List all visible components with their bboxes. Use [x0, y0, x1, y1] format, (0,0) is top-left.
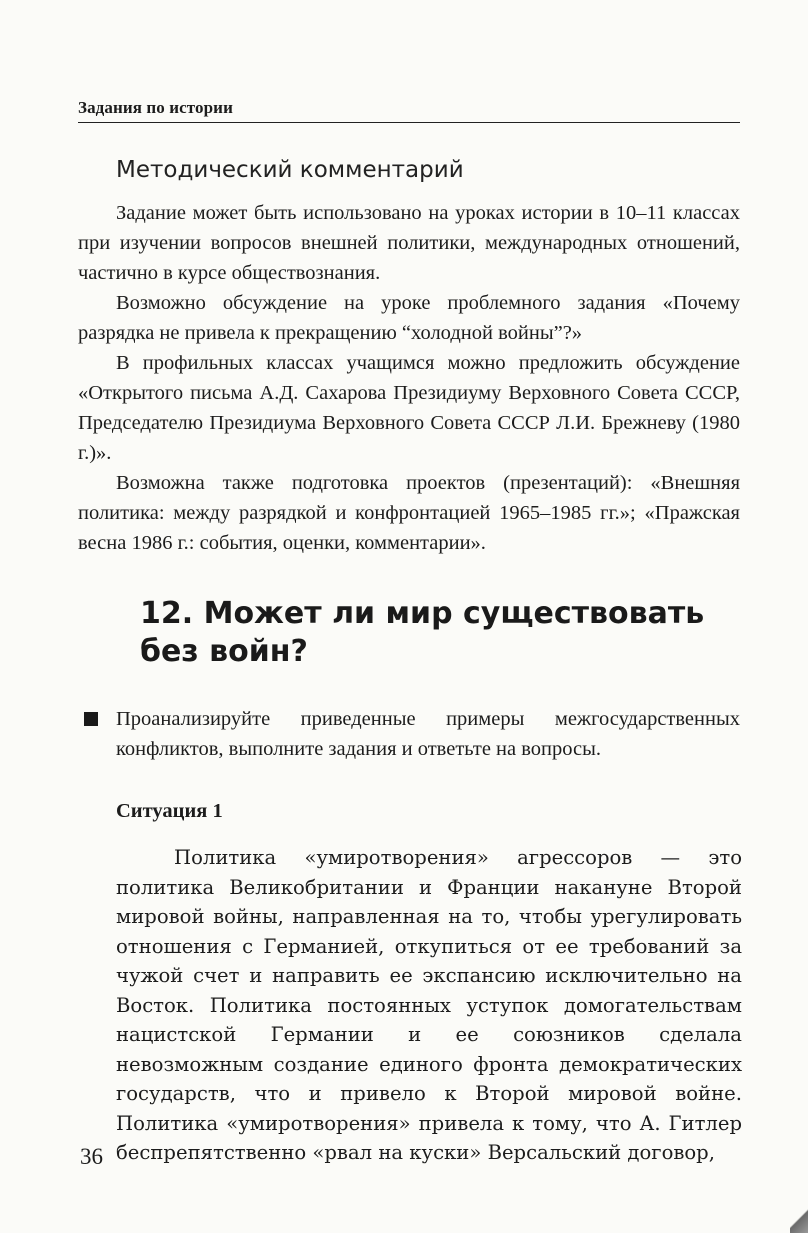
task-block — [84, 704, 740, 764]
methodical-comment-title: Методический комментарий — [116, 157, 464, 183]
page-corner-shadow — [790, 1207, 808, 1233]
methodical-paragraph: Возможно обсуждение на уроке проблемного задания «Почему разрядка не привела к прекращению “холодной войны”?» — [78, 292, 740, 344]
running-header — [78, 98, 740, 123]
methodical-paragraph: В профильных классах учащимся можно предложить обсуждение «Открытого письма А.Д. Сахарова Президиуму Верховного Совета СССР, Председателю Президиума Верховного Совета СССР Л.И. Брежневу (1980 г.)». — [78, 352, 740, 464]
bullet-square-icon — [84, 712, 98, 726]
methodical-comment-body — [78, 198, 740, 558]
methodical-paragraph: Возможна также подготовка проектов (презентаций): «Внешняя политика: между разрядкой и конфронтацией 1965–1985 гг.»; «Пражская весна 1986 г.: события, оценки, комментарии». — [78, 472, 740, 554]
situation-title: Ситуация 1 — [116, 800, 223, 822]
situation-text: Политика «умиротворения» агрессоров — это политика Великобритании и Франции накануне Второй мировой войны, направленная на то, чтобы урегулировать отношения с Германией, откупиться от ее требований за чужой счет и направить ее экспансию исключительно на Восток. Политика постоянных уступок домогательствам нацистской Германии и ее союзников сделала невозможным создание единого фронта демократических государств, что и привело к Второй мировой войне. Политика «умиротворения» привела к тому, что А. Гитлер беспрепятственно «рвал на куски» Версальский договор, — [116, 846, 742, 1164]
page-number: 36 — [80, 1144, 103, 1169]
running-title: Задания по истории — [78, 98, 233, 117]
task-text: Проанализируйте приведенные примеры межгосударственных конфликтов, выполните задания и ответьте на вопросы. — [116, 708, 740, 760]
methodical-paragraph: Задание может быть использовано на уроках истории в 10–11 классах при изучении вопросов внешней политики, международных отношений, частично в курсе обществознания. — [78, 202, 740, 284]
section-title: 12. Может ли мир существовать без войн? — [140, 596, 705, 669]
